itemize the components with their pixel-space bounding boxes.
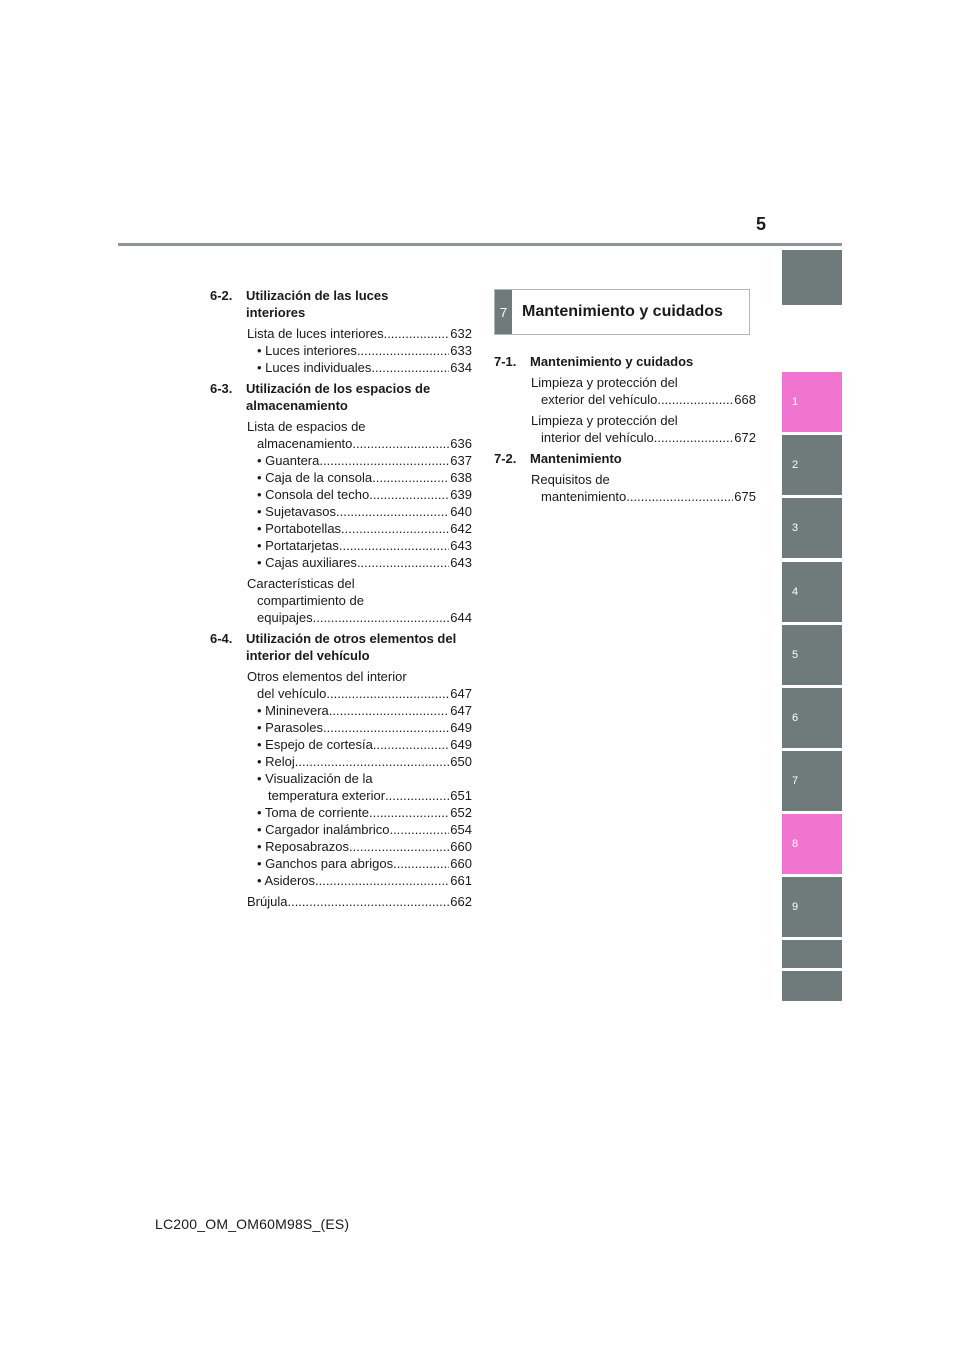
toc-entry-label: • Consola del techo — [257, 487, 370, 502]
page-ref: 672 — [734, 430, 756, 445]
dot-leader — [349, 838, 449, 855]
toc-entry-label: • Sujetavasos — [257, 504, 336, 519]
section-number: 7-1. — [494, 354, 517, 369]
toc-entry-label: • Mininevera — [257, 703, 329, 718]
dot-leader — [341, 520, 449, 537]
toc-entry[interactable] — [210, 838, 472, 855]
chapter-tab-blank[interactable] — [782, 971, 842, 1001]
page-ref: 660 — [450, 856, 472, 871]
chapter-tab-2[interactable]: 2 — [782, 435, 842, 495]
section-title — [246, 287, 472, 321]
toc-entry-label: • Asideros — [257, 873, 316, 888]
toc-entry-line — [257, 520, 472, 537]
toc-entry-line — [247, 592, 472, 609]
toc-entry[interactable] — [210, 702, 472, 719]
toc-entry-label: • Cajas auxiliares — [257, 555, 357, 570]
dot-leader — [329, 702, 450, 719]
toc-entry-label: • Portatarjetas — [257, 538, 339, 553]
dot-leader — [315, 872, 449, 889]
toc-entry-line — [257, 855, 472, 872]
toc-entry-line — [247, 668, 472, 685]
toc-entry-line — [257, 486, 472, 503]
section-number: 6-2. — [210, 288, 233, 303]
page-ref: 637 — [450, 453, 472, 468]
toc-right-column — [494, 353, 756, 505]
toc-entry-line — [531, 429, 756, 446]
toc-entry[interactable] — [210, 503, 472, 520]
toc-entry-line — [257, 537, 472, 554]
chapter-tab-blank[interactable] — [782, 250, 842, 305]
toc-entry-line — [531, 391, 756, 408]
toc-entry[interactable] — [210, 575, 472, 626]
page-ref: 642 — [450, 521, 472, 536]
toc-entry-label: almacenamiento — [257, 436, 353, 451]
toc-entry-label: • Luces individuales — [257, 360, 372, 375]
section-title-line: Mantenimiento y cuidados — [530, 354, 694, 369]
section-heading — [210, 630, 472, 664]
dot-leader — [369, 486, 449, 503]
toc-entry-line — [247, 893, 472, 910]
toc-entry-label: interior del vehículo — [541, 430, 654, 445]
toc-entry-line — [257, 469, 472, 486]
section-title — [530, 450, 756, 467]
chapter-tab-8[interactable]: 8 — [782, 814, 842, 874]
toc-entry[interactable] — [210, 486, 472, 503]
toc-entry-line — [257, 821, 472, 838]
section-heading — [494, 353, 756, 370]
toc-entry-label: exterior del vehículo — [541, 392, 658, 407]
dot-leader — [369, 804, 449, 821]
page-ref: 638 — [450, 470, 472, 485]
toc-entry-label: Brújula — [247, 894, 288, 909]
page-ref: 662 — [450, 894, 472, 909]
toc-entry-line — [257, 872, 472, 889]
toc-entry-label: • Parasoles — [257, 720, 323, 735]
toc-entry[interactable] — [210, 469, 472, 486]
toc-entry[interactable] — [210, 804, 472, 821]
section-heading — [210, 287, 472, 321]
toc-entry-line — [247, 435, 472, 452]
toc-entry-line — [531, 471, 756, 488]
page-ref: 634 — [450, 360, 472, 375]
page-ref: 668 — [734, 392, 756, 407]
page-ref: 632 — [450, 326, 472, 341]
toc-entry-line — [257, 342, 472, 359]
chapter-heading — [494, 289, 750, 335]
dot-leader — [385, 787, 449, 804]
toc-entry-line — [257, 702, 472, 719]
toc-entry-label: • Ganchos para abrigos — [257, 856, 394, 871]
chapter-tab-9[interactable]: 9 — [782, 877, 842, 937]
page-ref: 650 — [450, 754, 472, 769]
toc-entry-label: • Visualización de la — [257, 771, 373, 786]
toc-entry-label: Limpieza y protección del — [531, 375, 678, 390]
section-title-line: Mantenimiento — [530, 451, 622, 466]
page-ref: 643 — [450, 538, 472, 553]
toc-entry[interactable] — [210, 342, 472, 359]
dot-leader — [319, 452, 449, 469]
toc-entry[interactable] — [210, 855, 472, 872]
dot-leader — [357, 342, 449, 359]
toc-entry-label: Limpieza y protección del — [531, 413, 678, 428]
toc-entry-line — [257, 554, 472, 571]
section-heading — [494, 450, 756, 467]
page-ref: 643 — [450, 555, 472, 570]
page-ref: 649 — [450, 720, 472, 735]
dot-leader — [313, 609, 450, 626]
dot-leader — [372, 469, 449, 486]
toc-entry[interactable] — [210, 520, 472, 537]
toc-entry-line — [531, 374, 756, 391]
toc-entry[interactable] — [210, 821, 472, 838]
toc-left-column — [210, 287, 472, 910]
page-ref: 639 — [450, 487, 472, 502]
toc-entry-line — [257, 359, 472, 376]
page-ref: 660 — [450, 839, 472, 854]
dot-leader — [654, 429, 734, 446]
section-number: 6-4. — [210, 631, 233, 646]
page-ref: 652 — [450, 805, 472, 820]
section-title-line: Utilización de los espacios de — [246, 381, 431, 396]
section-title-line: Utilización de las luces — [246, 288, 389, 303]
toc-entry-label: • Portabotellas — [257, 521, 342, 536]
toc-entry[interactable] — [494, 374, 756, 408]
toc-entry-label: Requisitos de — [531, 472, 610, 487]
toc-entry-label: • Espejo de cortesía — [257, 737, 373, 752]
dot-leader — [326, 685, 449, 702]
toc-entry-label: • Guantera — [257, 453, 320, 468]
toc-entry-label: Lista de luces interiores — [247, 326, 384, 341]
chapter-tab-blank[interactable] — [782, 940, 842, 968]
toc-entry-label: Otros elementos del interior — [247, 669, 407, 684]
dot-leader — [371, 359, 449, 376]
toc-entry-label: del vehículo — [257, 686, 327, 701]
toc-entry[interactable] — [210, 719, 472, 736]
document-code: LC200_OM_OM60M98S_(ES) — [155, 1216, 350, 1232]
toc-entry-label: • Reposabrazos — [257, 839, 349, 854]
dot-leader — [287, 893, 449, 910]
toc-entry-label: equipajes — [257, 610, 313, 625]
toc-entry-line — [257, 736, 472, 753]
toc-entry-line — [257, 787, 472, 804]
toc-entry-line — [257, 838, 472, 855]
header-rule — [118, 243, 842, 246]
toc-entry-line — [247, 685, 472, 702]
chapter-tab-3[interactable]: 3 — [782, 498, 842, 558]
toc-entry-line — [257, 719, 472, 736]
chapter-tab-1[interactable]: 1 — [782, 372, 842, 432]
dot-leader — [336, 503, 449, 520]
toc-entry[interactable] — [210, 359, 472, 376]
dot-leader — [357, 554, 449, 571]
toc-entry-label: mantenimiento — [541, 489, 627, 504]
toc-entry[interactable] — [210, 554, 472, 571]
dot-leader — [389, 821, 449, 838]
section-title — [530, 353, 756, 370]
toc-entry[interactable] — [494, 471, 756, 505]
section-heading — [210, 380, 472, 414]
dot-leader — [352, 435, 449, 452]
toc-entry-line — [247, 609, 472, 626]
page-ref: 654 — [450, 822, 472, 837]
page-ref: 644 — [450, 610, 472, 625]
toc-entry-label: • Cargador inalámbrico — [257, 822, 390, 837]
chapter-tab-5[interactable]: 5 — [782, 625, 842, 685]
toc-entry[interactable] — [210, 736, 472, 753]
page-ref: 651 — [450, 788, 472, 803]
section-number: 7-2. — [494, 451, 517, 466]
page-ref: 647 — [450, 686, 472, 701]
toc-entry-line — [247, 575, 472, 592]
toc-entry-label: temperatura exterior — [268, 788, 386, 803]
toc-entry[interactable] — [210, 537, 472, 554]
toc-entry-line — [257, 770, 472, 787]
dot-leader — [339, 537, 449, 554]
toc-entry-line — [531, 412, 756, 429]
page-ref: 647 — [450, 703, 472, 718]
chapter-tab-4[interactable]: 4 — [782, 562, 842, 622]
section-title-line: Utilización de otros elementos del — [246, 631, 457, 646]
toc-entry[interactable] — [494, 412, 756, 446]
toc-entry-line — [257, 503, 472, 520]
page-ref: 636 — [450, 436, 472, 451]
dot-leader — [384, 325, 450, 342]
dot-leader — [626, 488, 733, 505]
page-number: 5 — [756, 214, 767, 234]
toc-entry-line — [257, 804, 472, 821]
chapter-tab-7[interactable]: 7 — [782, 751, 842, 811]
toc-entry-line — [257, 452, 472, 469]
section-title — [246, 380, 472, 414]
toc-entry[interactable] — [210, 668, 472, 702]
chapter-title: Mantenimiento y cuidados — [522, 303, 723, 320]
dot-leader — [657, 391, 733, 408]
toc-entry[interactable] — [210, 770, 472, 804]
dot-leader — [323, 719, 449, 736]
chapter-number: 7 — [495, 290, 512, 334]
toc-entry[interactable] — [210, 452, 472, 469]
toc-entry-line — [257, 753, 472, 770]
page-ref: 640 — [450, 504, 472, 519]
toc-entry[interactable] — [210, 893, 472, 910]
toc-entry[interactable] — [210, 753, 472, 770]
section-title-line: interior del vehículo — [246, 648, 370, 663]
toc-entry-label: • Reloj — [257, 754, 295, 769]
dot-leader — [295, 753, 450, 770]
toc-entry-label: Características del — [247, 576, 355, 591]
section-title-line: interiores — [246, 305, 306, 320]
toc-entry[interactable] — [210, 418, 472, 452]
section-number: 6-3. — [210, 381, 233, 396]
toc-entry-line — [247, 325, 472, 342]
toc-entry-label: • Toma de corriente — [257, 805, 369, 820]
toc-entry-line — [531, 488, 756, 505]
section-title-line: almacenamiento — [246, 398, 348, 413]
toc-entry[interactable] — [210, 872, 472, 889]
section-title — [246, 630, 472, 664]
page-ref: 675 — [734, 489, 756, 504]
toc-entry-label: • Luces interiores — [257, 343, 357, 358]
dot-leader — [373, 736, 449, 753]
toc-entry[interactable] — [210, 325, 472, 342]
toc-entry-label: compartimiento de — [257, 593, 364, 608]
toc-entry-label: • Caja de la consola — [257, 470, 373, 485]
page-ref: 633 — [450, 343, 472, 358]
chapter-tab-6[interactable]: 6 — [782, 688, 842, 748]
toc-entry-label: Lista de espacios de — [247, 419, 366, 434]
page-ref: 661 — [450, 873, 472, 888]
dot-leader — [393, 855, 449, 872]
page-ref: 649 — [450, 737, 472, 752]
toc-entry-line — [247, 418, 472, 435]
